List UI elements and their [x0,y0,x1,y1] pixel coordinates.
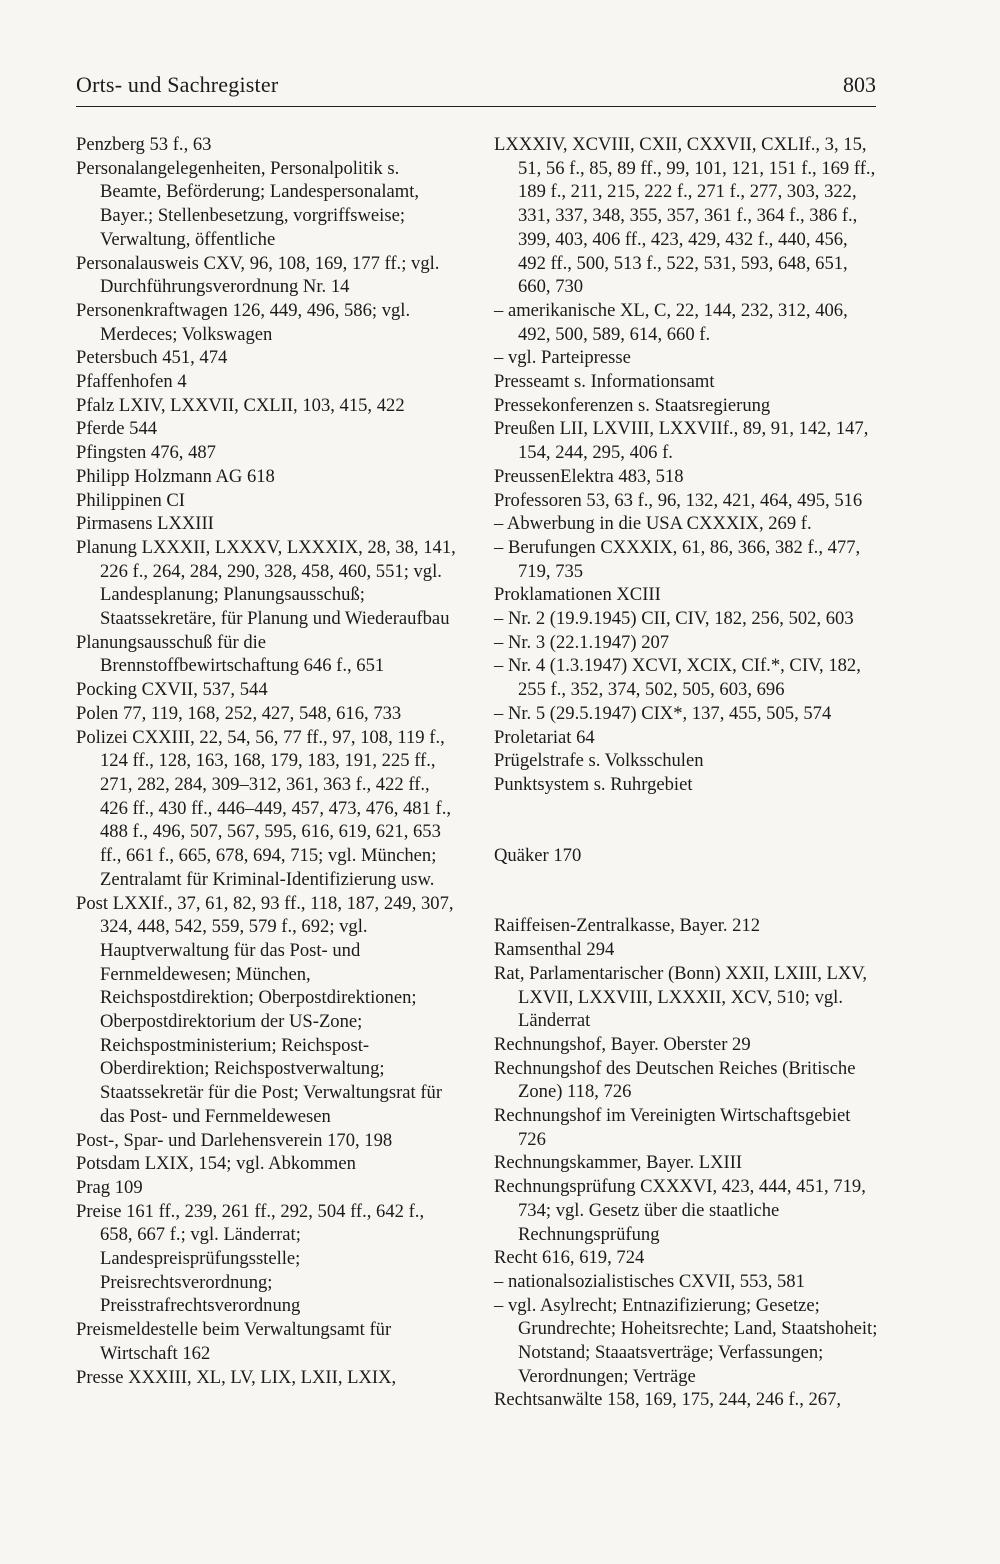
index-column-right [494,133,878,1412]
index-entry: Petersbuch 451, 474 [76,347,228,369]
index-subentry: – Abwerbung in die USA CXXXIX, 269 f. [494,513,812,535]
index-entry: Penzberg 53 f., 63 [76,134,212,155]
index-entry: Rat, Parlamentarischer (Bonn) XXII, LXIII, LXV, LXVII, LXXVIII, LXXXII, XCV, 510; vgl. Länderrat [494,962,867,1032]
index-subentry: – amerikanische XL, C, 22, 144, 232, 312, 406, 492, 500, 589, 614, 660 f. [494,299,848,345]
index-entry: Polizei CXXIII, 22, 54, 56, 77 ff., 97, 108, 119 f., 124 ff., 128, 163, 168, 179, 183, 191, 225 ff., 271, 282, 284, 309–312, 361, 363 f., 422 ff., 426 ff., 430 ff., 446–449, 457, 473, 476, 481 f., 488 f., 496, 507, 567, 595, 616, 619, 621, 653 ff., 661 f., 665, 678, 694, 715; vgl. München; Zentralamt für Kriminal-Identifizierung usw. [76,726,452,890]
index-entry: Post LXXIf., 37, 61, 82, 93 ff., 118, 187, 249, 307, 324, 448, 542, 559, 579 f., 692; vgl. Hauptverwaltung für das Post- und Fernmeldewesen; München, Reichspostdirektion; Oberpostdirektionen; Oberpostdirektorium der US-Zone; Reichspostministerium; Reichspost-Oberdirektion; Reichspostverwaltung; Staatssekretär für die Post; Verwaltungsrat für das Post- und Fernmeldewesen [76,892,454,1127]
index-entry: Presse XXXIII, XL, LV, LIX, LXII, LXIX, [76,1366,397,1388]
index-entry: Pferde 544 [76,418,158,440]
index-entry: Personalausweis CXV, 96, 108, 169, 177 ff.; vgl. Durchführungsverordnung Nr. 14 [76,252,440,298]
letter-gap [494,797,878,844]
index-entry: PreussenElektra 483, 518 [494,465,684,487]
index-subentry: – Nr. 5 (29.5.1947) CIX*, 137, 455, 505, 574 [494,702,832,724]
index-entry: Pfalz LXIV, LXXVII, CXLII, 103, 415, 422 [76,394,405,416]
index-entry: Rechnungsprüfung CXXXVI, 423, 444, 451, 719, 734; vgl. Gesetz über die staatliche Rechnungsprüfung [494,1176,866,1245]
index-entry: Polen 77, 119, 168, 252, 427, 548, 616, 733 [76,702,402,724]
running-header [76,72,876,107]
index-entry: Recht 616, 619, 724 [494,1247,645,1269]
index-entry: Preise 161 ff., 239, 261 ff., 292, 504 ff., 642 f., 658, 667 f.; vgl. Länderrat; Landespreisprüfungsstelle; Preisrechtsverordnung; Preisstrafrechtsverordnung [76,1200,425,1317]
index-subentry: – vgl. Parteipresse [494,347,631,369]
index-subentry: – Nr. 2 (19.9.1945) CII, CIV, 182, 256, 502, 603 [494,608,854,630]
index-entry: Professoren 53, 63 f., 96, 132, 421, 464, 495, 516 [494,489,863,511]
index-entry: Ramsenthal 294 [494,939,615,961]
index-entry: Rechnungskammer, Bayer. LXIII [494,1152,743,1174]
index-entry: Post-, Spar- und Darlehensverein 170, 198 [76,1129,393,1151]
index-entry: Punktsystem s. Ruhrgebiet [494,773,693,795]
index-subentry: – Nr. 3 (22.1.1947) 207 [494,631,670,653]
index-entry: Rechnungshof im Vereinigten Wirtschaftsgebiet 726 [494,1105,851,1150]
index-entry: Personenkraftwagen 126, 449, 496, 586; vgl. Merdeces; Volkswagen [76,299,411,345]
index-entry: Personalangelegenheiten, Personalpolitik s. Beamte, Beförderung; Landespersonalamt, Bayer.; Stellenbesetzung, vorgriffsweise; Verwaltung, öffentliche [76,157,420,250]
index-entry: Proletariat 64 [494,726,595,748]
index-entry: Raiffeisen-Zentralkasse, Bayer. 212 [494,915,761,937]
index-entry: Proklamationen XCIII [494,584,661,606]
index-entry: Pocking CXVII, 537, 544 [76,679,268,701]
index-subentry: – vgl. Asylrecht; Entnazifizierung; Gesetze; Grundrechte; Hoheitsrechte; Land, Staatshoheit; Notstand; Staaatsverträge; Verfassungen; Verordnungen; Verträge [494,1294,878,1387]
index-entry: Rechnungshof, Bayer. Oberster 29 [494,1033,751,1055]
index-entry: Preismeldestelle beim Verwaltungsamt für Wirtschaft 162 [76,1319,392,1364]
index-subentry: – Nr. 4 (1.3.1947) XCVI, XCIX, CIf.*, CIV, 182, 255 f., 352, 374, 502, 505, 603, 696 [494,655,861,701]
page-number: 803 [843,72,876,97]
index-subentry: – nationalsozialistisches CXVII, 553, 581 [494,1270,805,1292]
index-entry: Pfingsten 476, 487 [76,442,216,464]
letter-gap [494,867,878,914]
index-entry: Rechtsanwälte 158, 169, 175, 244, 246 f., 267, [494,1389,842,1411]
index-entry: Pressekonferenzen s. Staatsregierung [494,394,771,416]
index-entry: Prügelstrafe s. Volksschulen [494,750,704,772]
index-entry: Pfaffenhofen 4 [76,371,187,393]
index-entry: Philipp Holzmann AG 618 [76,465,275,487]
index-entry: Rechnungshof des Deutschen Reiches (Britische Zone) 118, 726 [494,1057,856,1103]
index-entry: Planung LXXXII, LXXXV, LXXXIX, 28, 38, 141, 226 f., 264, 284, 290, 328, 458, 460, 551; vgl. Landesplanung; Planungsausschuß; Staatssekretäre, für Planung und Wiederaufbau [76,536,456,630]
index-subentry: – Berufungen CXXXIX, 61, 86, 366, 382 f., 477, 719, 735 [494,536,861,582]
index-entry: Quäker 170 [494,844,582,866]
index-column-left [76,133,460,1389]
running-title: Orts- und Sachregister [76,72,279,97]
index-entry: Presseamt s. Informationsamt [494,371,715,393]
index-entry: Pirmasens LXXIII [76,513,214,535]
index-entry: Potsdam LXIX, 154; vgl. Abkommen [76,1153,356,1175]
index-entry: Philippinen CI [76,489,185,511]
index-entry: Planungsausschuß für die Brennstoffbewirtschaftung 646 f., 651 [76,631,385,677]
index-entry: Preußen LII, LXVIII, LXXVIIf., 89, 91, 142, 147, 154, 244, 295, 406 f. [494,418,869,464]
index-entry: LXXXIV, XCVIII, CXII, CXXVII, CXLIf., 3, 15, 51, 56 f., 85, 89 ff., 99, 101, 121, 151 f., 169 ff., 189 f., 211, 215, 222 f., 271 f., 277, 303, 322, 331, 337, 348, 355, 357, 361 f., 364 f., 386 f., 399, 403, 406 ff., 423, 429, 432 f., 440, 456, 492 ff., 500, 513 f., 522, 531, 593, 648, 651, 660, 730 [494,134,876,298]
index-entry: Prag 109 [76,1176,143,1198]
